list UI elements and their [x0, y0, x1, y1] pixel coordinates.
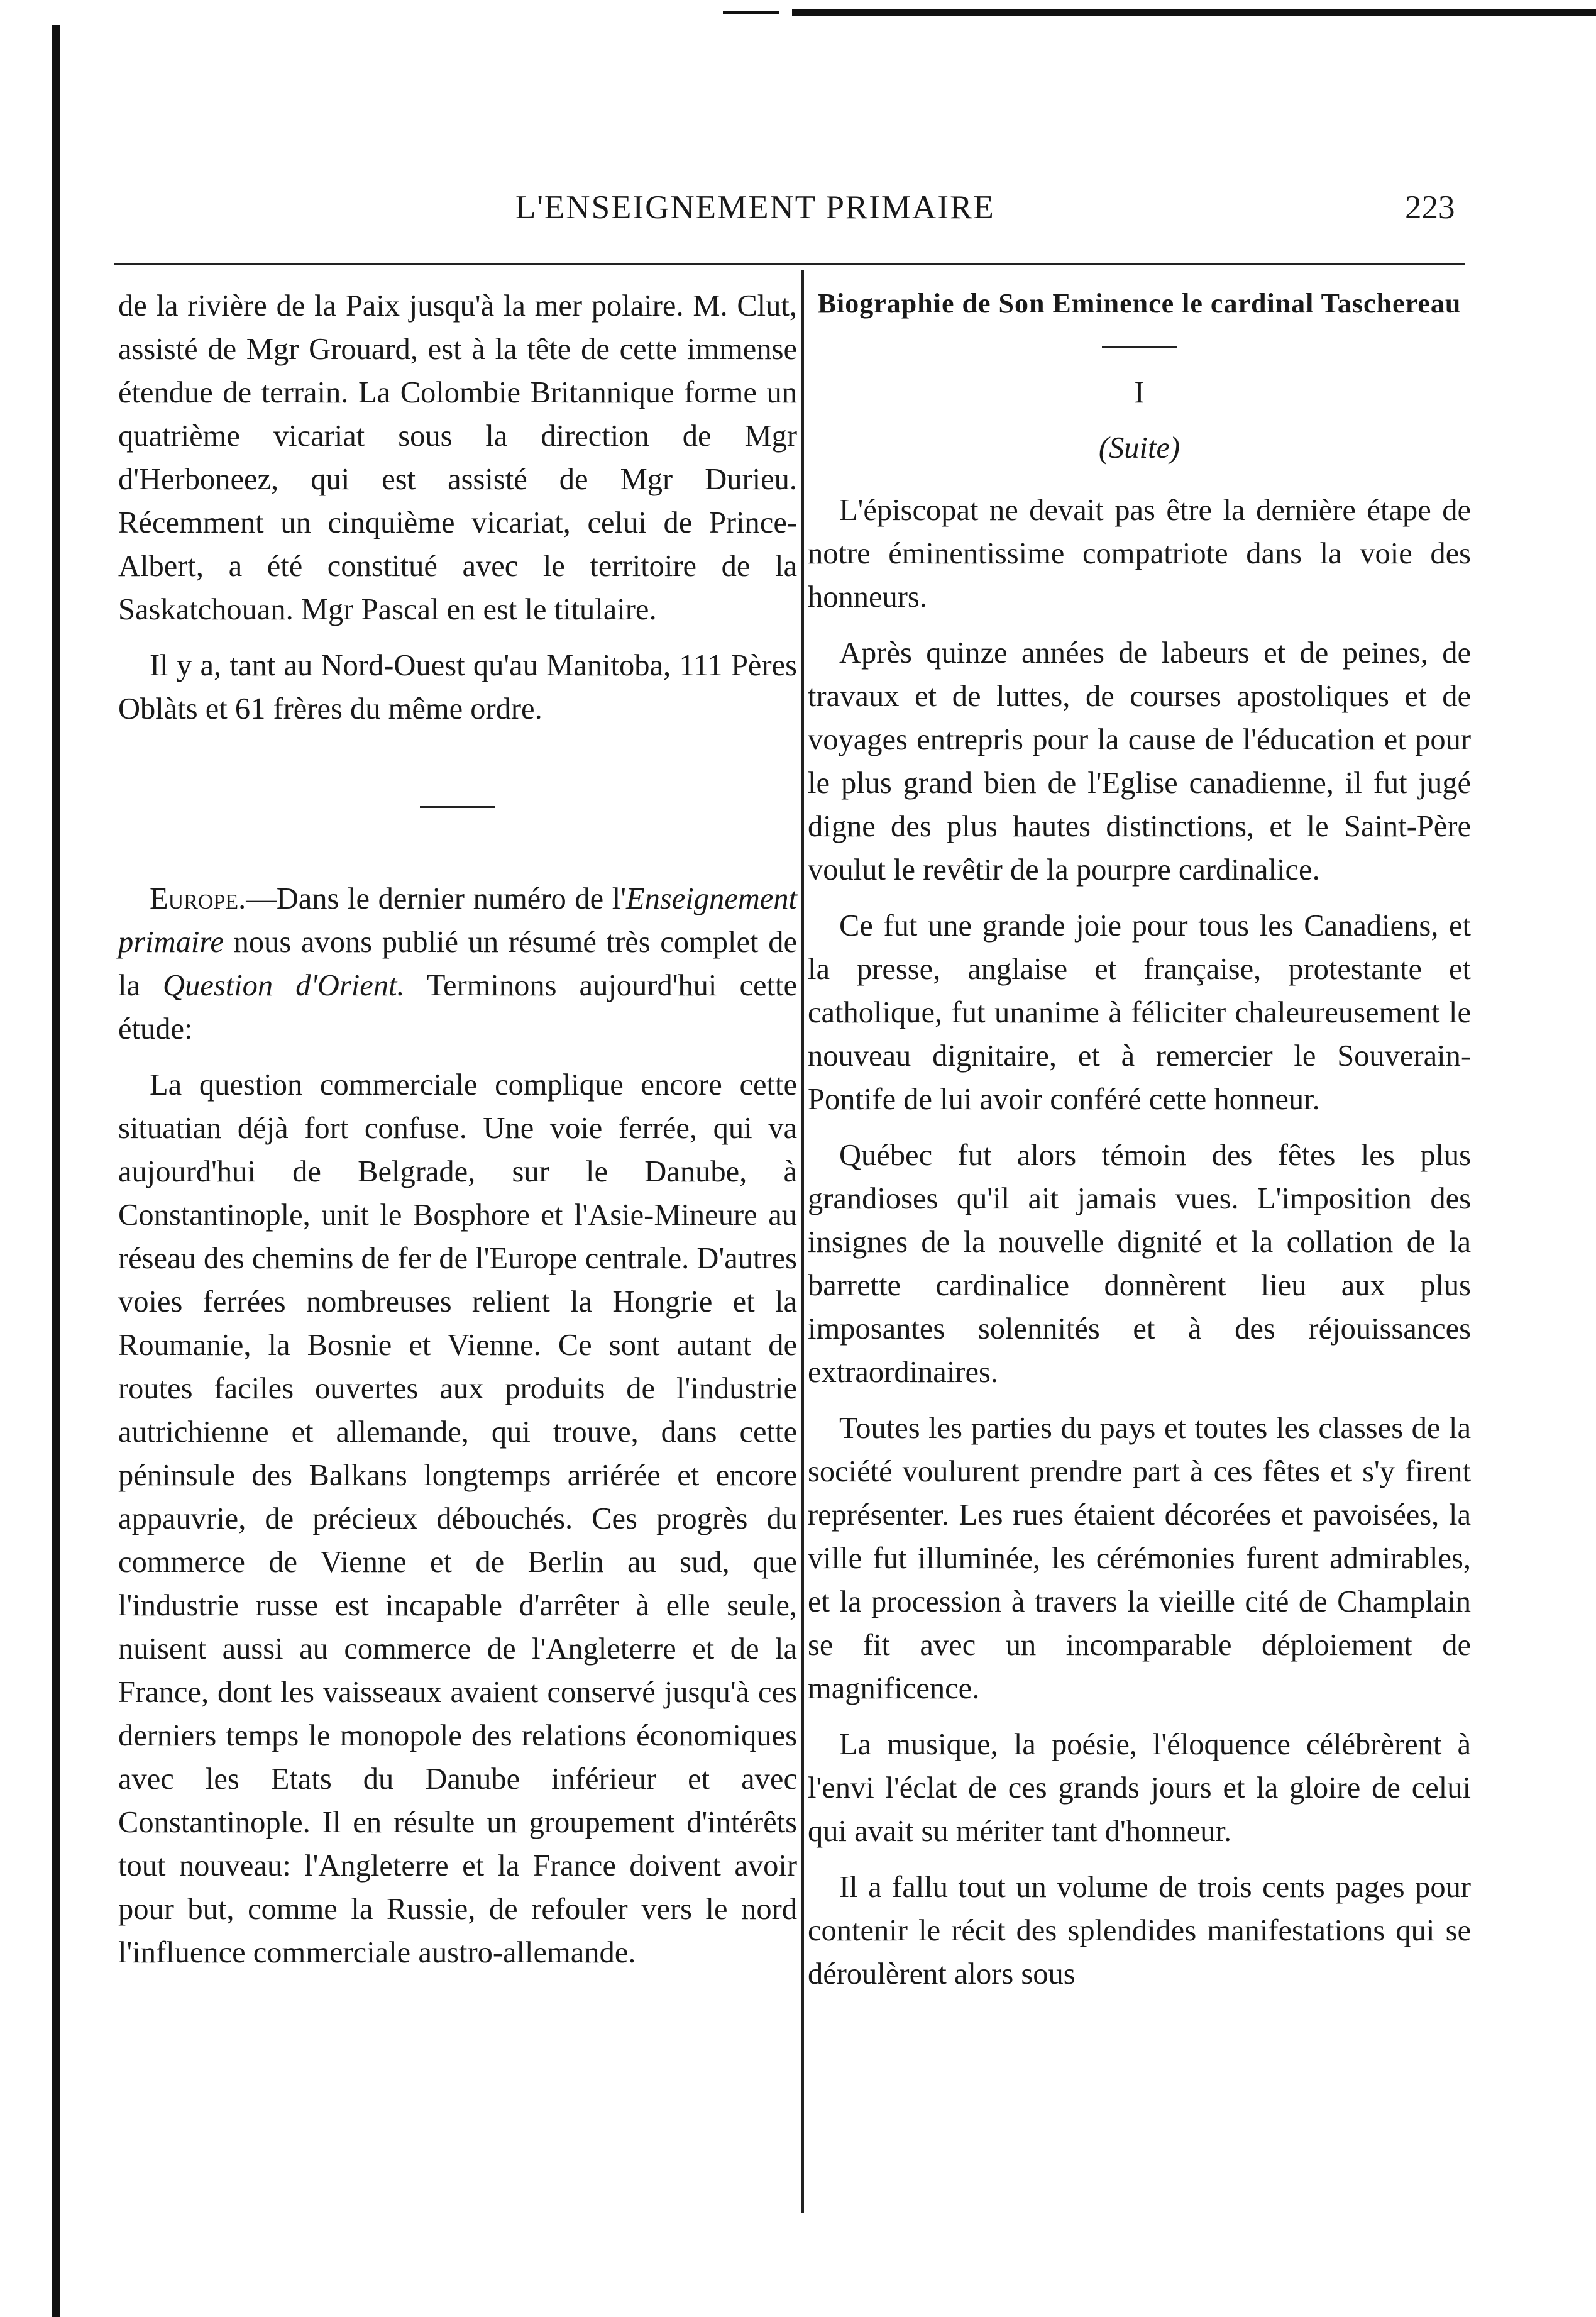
- left-paragraph-4: La question commerciale complique encore cette situatian déjà fort confuse. Une voie ferrée, qui va aujourd'hui de Belgrade, sur le Danube, à Constantinople, unit le Bosphore et l'Asie-Mineure au réseau des chemins de fer de l'Europe centrale. D'autres voies ferrées nombreuses relient la Hongrie et la Roumanie, la Bosnie et Vienne. Ce sont autant de routes faciles ouvertes aux produits de l'industrie autrichienne et allemande, qui trouve, dans cette péninsule des Balkans longtemps arriérée et encore appauvrie, de précieux débouchés. Ces progrès du commerce de Vienne et de Berlin au sud, que l'industrie russe est incapable d'arrêter à elle seule, nuisent aussi au commerce de l'Angleterre et de la France, dont les vaisseaux avaient conservé jusqu'à ces derniers temps le monopole des relations économiques avec les Etats du Danube inférieur et avec Constantinople. Il en résulte un groupement d'intérêts tout nouveau: l'Angleterre et la France doivent avoir pour but, comme la Russie, de refouler vers le nord l'influence commerciale austro-allemande.: [118, 1068, 797, 1969]
- right-paragraph-4: Québec fut alors témoin des fêtes les plus grandioses qu'il ait jamais vues. L'imposition des insignes de la nouvelle dignité et la collation de la barrette cardinalice donnèrent lieu aux plus imposantes solennités et à des réjouissances extraordinaires.: [808, 1139, 1471, 1389]
- right-column: [808, 284, 1471, 1996]
- left-column: [118, 284, 797, 1974]
- header-rule: [114, 263, 1465, 265]
- left-paragraph-2: Il y a, tant au Nord-Ouest qu'au Manitoba, 111 Pères Oblàts et 61 frères du même ordre.: [118, 649, 797, 726]
- europe-text-a: —Dans le dernier numéro de l': [246, 882, 626, 915]
- column-divider: [801, 270, 804, 2213]
- title-separator: [1102, 346, 1177, 348]
- section-number: I: [1134, 374, 1145, 409]
- top-scan-rule: [792, 9, 1596, 16]
- left-paragraph-1: de la rivière de la Paix jusqu'à la mer polaire. M. Clut, assisté de Mgr Grouard, est à la tête de cette immense étendue de terrain. La Colombie Britannique forme un quatrième vicariat sous la direction de Mgr d'Herboneez, qui est assisté de Mgr Durieu. Récemment un cinquième vicariat, celui de Prince-Albert, a été constitué avec le territoire de la Saskatchouan. Mgr Pascal en est le titulaire.: [118, 289, 797, 626]
- top-scan-rule-short: [723, 11, 779, 14]
- section-separator: [420, 806, 495, 808]
- right-paragraph-7: Il a fallu tout un volume de trois cents pages pour contenir le récit des splendides manifestations qui se déroulèrent alors sous: [808, 1871, 1471, 1991]
- right-paragraph-1: L'épiscopat ne devait pas être la dernière étape de notre éminentissime compatriote dans la voie des honneurs.: [808, 494, 1471, 614]
- europe-question-title: Question d'Orient.: [163, 969, 405, 1002]
- running-title: L'ENSEIGNEMENT PRIMAIRE: [515, 189, 995, 226]
- suite-label: (Suite): [1098, 431, 1180, 465]
- page-number: 223: [1405, 189, 1455, 226]
- right-paragraph-6: La musique, la poésie, l'éloquence célébrèrent à l'envi l'éclat de ces grands jours et la gloire de celui qui avait su mériter tant d'honneur.: [808, 1728, 1471, 1848]
- europe-text-c: Terminons aujourd'hui cette étude:: [118, 969, 797, 1046]
- page-edge-shadow: [52, 25, 60, 2317]
- europe-journal-title: Enseignement primaire: [118, 882, 797, 959]
- right-paragraph-5: Toutes les parties du pays et toutes les classes de la société voulurent prendre part à ces fêtes et s'y firent représenter. Les rues étaient décorées et pavoisées, la ville fut illuminée, les cérémonies furent admirables, et la procession à travers la vieille cité de Champlain se fit avec un incomparable déploiement de magnificence.: [808, 1412, 1471, 1705]
- europe-text-b: nous avons publié un résumé très complet de la: [118, 926, 797, 1002]
- europe-label: Europe.: [150, 882, 246, 915]
- left-paragraph-europe: [118, 877, 797, 1051]
- article-title: Biographie de Son Eminence le cardinal Taschereau: [817, 288, 1461, 319]
- right-paragraph-3: Ce fut une grande joie pour tous les Canadiens, et la presse, anglaise et française, protestante et catholique, fut unanime à féliciter chaleureusement le nouveau dignitaire, et à remercier le Souverain-Pontife de lui avoir conféré cette honneur.: [808, 909, 1471, 1116]
- right-paragraph-2: Après quinze années de labeurs et de peines, de travaux et de luttes, de courses apostoliques et de voyages entrepris pour la cause de l'éducation et pour le plus grand bien de l'Eglise canadienne, il fut jugé digne des plus hautes distinctions, et le Saint-Père voulut le revêtir de la pourpre cardinalice.: [808, 636, 1471, 887]
